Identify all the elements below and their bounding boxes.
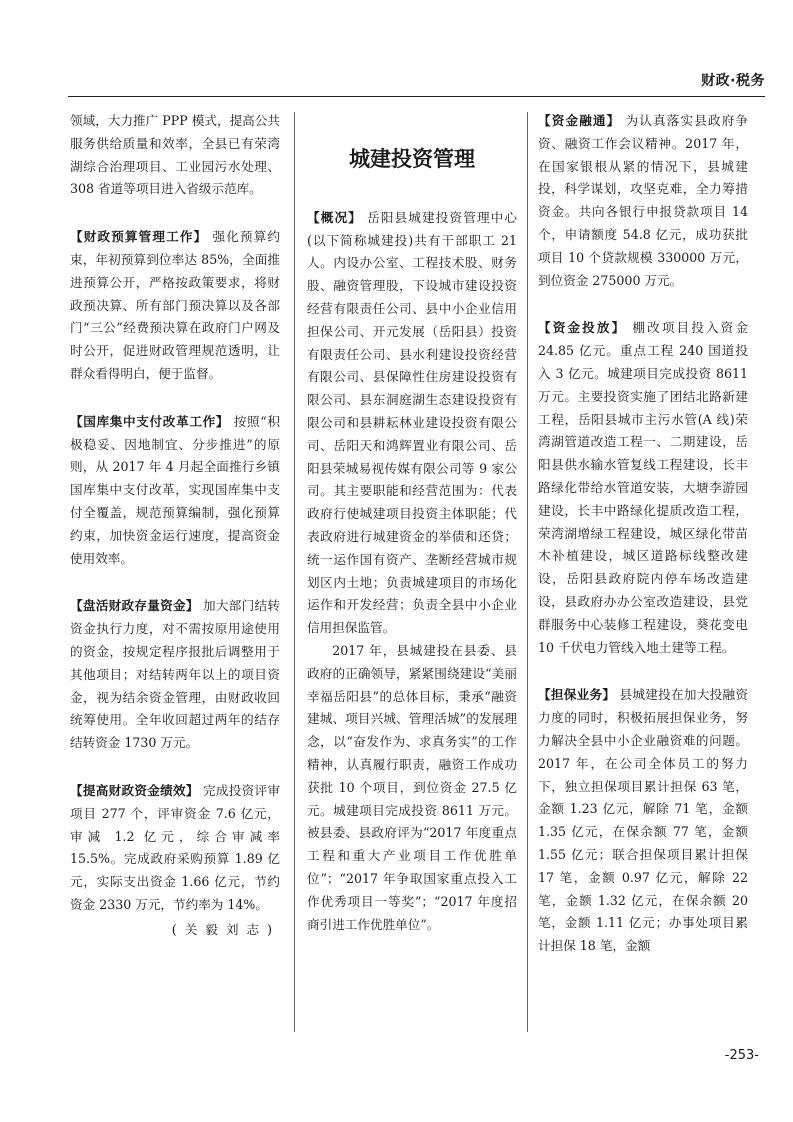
- column-divider: [527, 112, 528, 1032]
- continuation-paragraph: 领域，大力推广 PPP 模式，提高公共服务供给质量和效率，全县已有荣湾湖综合治理项目、工业园污水处理、308 省道等项目进入省级示范库。: [70, 113, 280, 197]
- section-title: 【盘活财政存量资金】: [70, 598, 199, 614]
- section-body: 强化预算约束，年初预算到位率达 85%，全面推进预算公开，严格按政策要求，将财政预决算、所有部门预决算以及各部门“三公”经费预决算在政府门户网及时公开，促进财政管理规范透明，让群众看得明白，便于监督。: [70, 229, 281, 381]
- page-number: -253-: [724, 1048, 759, 1063]
- section-title: 【概况】: [307, 209, 362, 225]
- section-body: 为认真落实县政府争资、融资工作会议精神。2017 年，在国家银根从紧的情况下，县城建投，科学谋划，攻坚克难，全力筹措资金。共向各银行申报贷款项目 14 个，申请额度 54.8 亿元，成功获批项目 10 个贷款规模 330000 万元，到位资金 275000 万元。: [538, 113, 749, 288]
- column-middle: [307, 110, 517, 936]
- section-header-label: 财政·税务: [701, 73, 765, 89]
- section-title: 【资金投放】: [538, 320, 627, 336]
- article-title: 城建投资管理: [349, 147, 475, 171]
- section-idle-funds: [70, 595, 280, 755]
- section-title: 【国库集中支付改革工作】: [70, 413, 230, 429]
- section-body: 按照“积极稳妥、因地制宜、分步推进”的原则，从 2017 年 4 月起全面推行乡镇国库集中支付改革，实现国库集中支付全覆盖，规范预算编制，强化预算约束，加快资金运行速度，提高资金使用效率。: [70, 413, 280, 566]
- section-title: 【资金融通】: [538, 113, 621, 128]
- section-financing: [538, 110, 748, 292]
- section-funds-performance: [70, 780, 280, 917]
- section-investment: [538, 317, 748, 659]
- body-paragraph: 2017 年，县城建投在县委、县政府的正确领导，紧紧围绕建设“美丽幸福岳阳县”的总体目标，秉承“融资建城、项目兴城、管理活城”的发展理念，以“奋发作为、求真务实”的工作精神，认真履行职责，融资工作成功获批 10 个项目，到位资金 27.5 亿元。城建项目完成投资 8611 万元。被县委、县政府评为“2017 年度重点工程和重大产业项目工作优胜单位”；“2017 年争取国家重点投入工作优秀项目一等奖”；“2017 年度招商引进工作优胜单位”。: [307, 642, 517, 932]
- header-rule: [68, 96, 765, 97]
- section-title: 【提高财政资金绩效】: [70, 782, 199, 798]
- section-treasury-payment-reform: [70, 411, 280, 571]
- section-title: 【财政预算管理工作】: [70, 229, 208, 245]
- section-guarantee: [538, 684, 748, 958]
- section-body: 县城建投在加大投融资力度的同时，积极拓展担保业务，努力解决全县中小企业融资难的问题。2017 年，在公司全体员工的努力下，独立担保项目累计担保 63 笔，金额 1.23 亿元，解除 71 笔，金额 1.35 亿元，在保余额 77 笔，金额 1.55 亿元；联合担保项目累计担保 17 笔，金额 0.97 亿元，解除 22 笔，金额 1.32 亿元，在保余额 20 笔，金额 1.11 亿元；办事处项目累计担保 18 笔，金额: [538, 687, 749, 954]
- column-left: [70, 110, 280, 942]
- column-right: [538, 110, 748, 958]
- section-budget-management: [70, 226, 280, 386]
- section-body: 岳阳县城建投资管理中心(以下简称城建投)共有干部职工 21 人。内设办公室、工程技术股、财务股、融资管理股，下设城市建设投资经营有限责任公司、县中小企业信用担保公司、开元发展（岳阳县）投资有限责任公司、县水利建设投资经营有限公司、县保障性住房建设投资有限公司、县东洞庭湖生态建设投资有限公司和县耕耘林业建设投资有限公司、岳阳天和鸿辉置业有限公司、岳阳县荣城易视传媒有限公司等 9 家公司。其主要职能和经营范围为：代表政府行使城建项目投资主体职能；代表政府进行城建资金的举债和还贷；统一运作国有资产、垄断经营城市规划区内土地；负责城建项目的市场化运作和开发经营；负责全县中小企业信用担保监管。: [307, 209, 518, 636]
- column-divider: [294, 112, 295, 1032]
- author-byline: (关毅刘志): [171, 921, 280, 937]
- section-overview: [307, 207, 517, 640]
- section-title: 【担保业务】: [538, 687, 616, 703]
- section-body: 棚改项目投入资金 24.85 亿元。重点工程 240 国道投入 3 亿元。城建项目完成投资 8611 万元。主要投资实施了团结北路新建工程，岳阳县城市主污水管(A 线)荣湾湖管道改造工程一、二期建设，岳阳县供水输水管复线工程建设，长丰路绿化带给水管道安装，大塘李游园建设，长丰中路绿化提质改造工程，荣湾湖增绿工程建设，城区绿化带苗木补植建设，城区道路标线整改建设，岳阳县政府院内停车场改造建设，县政府办办公室改造建设，县党群服务中心装修工程建设，葵花变电 10 千伏电力管线入地土建等工程。: [538, 320, 748, 655]
- section-body: 完成投资评审项目 277 个，评审资金 7.6 亿元，审减 1.2 亿元，综合审减率 15.5%。完成政府采购预算 1.89 亿元，实际支出资金 1.66 亿元，节约资金 2330 万元，节约率为 14%。: [70, 782, 281, 912]
- section-body: 加大部门结转资金执行力度，对不需按原用途使用的资金，按规定程序报批后调整用于其他项目；对结转两年以上的项目资金，视为结余资金管理，由财政收回统筹使用。全年收回超过两年的结存结转资金 1730 万元。: [70, 598, 281, 751]
